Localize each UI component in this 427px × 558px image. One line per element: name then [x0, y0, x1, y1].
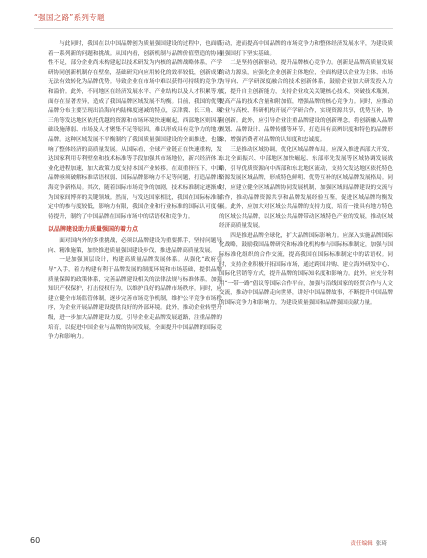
left-column [48, 40, 222, 343]
body-paragraph: 一是加强顶层设计，构建高质量品牌发展体系。从强化“政府引导”入手，着力构建有利于品牌发展的制度环境和市场基础，提供品牌质量保障的政策体系，完善品牌建设相关的法律法规与标准体系，加强知识产权保护，打击侵权行为，以维护良好的品牌市场秩序。同时，应建立健全市场监管体制，逐步完善市场竞争机制，维护公平竞争市场秩序，为企业开展品牌建设提供良好的外部环境。此外，推动企业转型升级，进一步加大品牌建设力度，引导企业走品牌发展道路，注重品牌的培育，以促进中国企业与品牌的协同发展，全面提升中国品牌的国际竞争力和影响力。 [48, 257, 222, 341]
editor-name: 张琦 [375, 541, 387, 547]
editor-label: 责任编辑 [350, 541, 373, 547]
body-paragraph: 三是推动区域协调，优化区域品牌布局。应深入推进西部大开发、东北全面振兴、中部地区加快崛起、东部率先发展等区域协调发展战略，引导优质资源向中西部和东北地区流动，支持欠发达地区依托特色资源发展区域品牌，形成特色鲜明、优势互补的区域品牌发展格局。同时，应建立健全区域品牌协同发展机制，加强区域间品牌建设的交流与合作，推动品牌资源共享和品牌发展经验互鉴，促进区域品牌均衡发展。此外，应加大对区域公共品牌的支持力度，培育一批具有地方特色的区域公共品牌，以区域公共品牌带动区域特色产业的发展，推动区域经济高质量发展。 [219, 146, 393, 230]
body-paragraph: 面对国内外的多重挑战，必须以品牌建设为重要抓手，坚持问题导向、精准施策，加快推进质量强国建设步伐，推进品牌高质量发展。 [48, 238, 222, 254]
series-header: “强国之路”系列专题 [34, 13, 105, 22]
body-paragraph: 与此同时，我国在以中国品牌创为质量强国建设的过程中，也面临着一系列新的问题和挑战。从国内看，创新机制与品牌价值塑造的协同性不足，部分企业尚未构建起以技术研发为内核的品牌战略体系，产学研协同创新机制存在壁垒，基础研究向应用转化的效率较低，创新成果无法有效转化为品牌优势。导致企业在市场中难以获得可持续的竞争力和溢价。此外，不同地区在经济发展水平、产业结构以及人才积累等方面存在显著差异，造成了我国品牌区域发展不均衡。目前，我国的优势品牌分布主要呈现出沿海向内陆梯度递减的特点，京津冀、长三角、珠三角等发达地区依托优越的资源和市场环境快速崛起，西部地区则因基础设施薄弱、市场及人才聚集不足等原因，难以形成具有竞争力的地方品牌。这种区域发展不平衡制约了我国质量强国建设的全面推进，也影响了整体经济的高质量发展。从国际看，全球产业链正在快速重构，发达国家利用专利壁垒和技术标准等手段加强其市场地位，新兴经济体工业化进程加速，加大政策力度支持本国产业转移。在双重挤压下，中国品牌亟须破解标准话语权弱、国际品牌影响力不足等问题，打造品牌出海竞争新格局。其次，随着国际市场竞争的加剧，技术标准制定逐渐成为国家间博弈的关键领域。然而，与发达国家相比，我国在国际标准制定中的参与度较低，影响力有限，我国企业和行业标准的国际认可度有待提升，制约了中国品牌在国际市场中的话语权和竞争力。 [48, 41, 222, 220]
page-number: 60 [30, 536, 41, 545]
editor-credit [350, 539, 387, 547]
body-paragraph: 四是推进品牌全球化，扩大品牌国际影响力。应深入实施品牌国际化战略，鼓励我国品牌研究和标准化机构参与国际标准制定，加强与国际标准化组织的合作交流，提高我国在国际标准制定中的话语权。同时，支持企业积极开拓国际市场，通过跨国并购、建立海外研发中心、国际化营销等方式，提升品牌的国际知名度和影响力。此外，应充分利用“一带一路”倡议等国际合作平台，加强与沿线国家的经贸合作与人文交流，推动中国品牌走向世界，讲好中国品牌故事，不断提升中国品牌的国际竞争力和影响力，为建设质量强国和品牌强国贡献力量。 [219, 232, 393, 307]
header-divider [34, 28, 393, 29]
body-paragraph: 二是坚持创新驱动，提升品牌核心竞争力。创新是品牌高质量发展的动力源泉，应强化企业创新主体地位，全面构建以企业为主体、市场为导向、产学研深度融合的技术创新体系，鼓励企业加大研发投入力度，提升自主创新能力，支持企业攻关关键核心技术，突破技术瓶颈，提高产品的技术含量和附加值，增强品牌的核心竞争力。同时，应推动企业与高校、科研机构开展产学研合作，实现资源共享，优势互补，协同创新。此外，应引导企业注重品牌建设的创新理念，将创新融入品牌规划、品牌设计、品牌传播等环节，打造具有高辨识度和特色的品牌形象，增强消费者对品牌的认知度和忠诚度。 [219, 60, 393, 143]
body-paragraph: 行动，进而提高中国品牌的市场竞争力和整体经济发展水平，为建设质量强国打下坚实基础。 [219, 41, 393, 57]
section-heading: 以品牌建设助力质量强国的着力点 [48, 226, 139, 234]
right-column [219, 40, 393, 309]
